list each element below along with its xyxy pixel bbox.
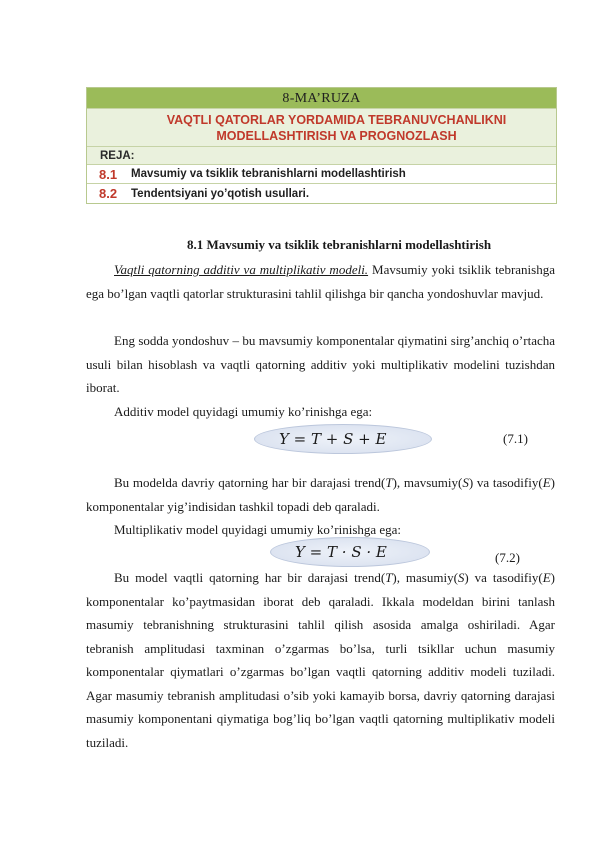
paragraph-4 [86,471,555,518]
text-run: ) komponentalar ko’paytmasidan iborat deb qaraladi. Ikkala modeldan birini tanlash masumiy tebranishning strukturasini tahlil qilish asosida amalga oshiriladi. Agar tebranish amplitudasi taxminan o’zgarmas bo’lsa, turli tsikllar uchun masumiy komponentalar qiymatlari o’zgarmas bo’lgan vaqtli qatorning additiv modeli tuziladi. Agar masumiy tebranish amplitudasi o’sib yoki kamayib borsa, davriy qatorning darajasi masumiy komponentani qiymatiga bog’liq bo’lgan vaqtli qatorning multiplikativ modeli tuziladi. [86,570,555,750]
topic-link[interactable]: Vaqtli qatorning additiv va multiplikativ modeli. [114,262,369,277]
text-run: ) komponentalar yig’indisidan tashkil topadi deb qaraladi. [86,475,555,514]
plan-item-number: 8.2 [99,186,118,201]
formula-additive: Y = T + S + E [254,424,432,454]
text-run: Bu model vaqtli qatorning har bir darajasi trend( [114,570,386,585]
paragraph-1-text: Mavsumiy yoki tsiklik tebranishga ega bo’lgan vaqtli qatorlar strukturasini tahlil qilishga bir qancha yondoshuvlar mavjud. [86,262,555,301]
text-run: Bu modelda davriy qatorning har bir darajasi trend( [114,475,386,490]
plan-item [87,184,556,203]
plan-item-text: Mavsumiy va tsiklik tebranishlarni modellashtirish [131,168,406,180]
text-run: ) va tasodifiy( [468,475,543,490]
plan-item-number: 8.1 [99,166,118,182]
lecture-title-line2: MODELLASHTIRISH VA PROGNOZLASH [216,129,457,143]
section-heading: 8.1 Mavsumiy va tsiklik tebranishlarni modellashtirish [186,237,492,252]
lecture-title-line1: VAQTLI QATORLAR YORDAMIDA TEBRANUVCHANLIKNI [166,113,507,127]
paragraph-6 [86,566,555,754]
equation-number-1: (7.1) [503,431,528,446]
var-E: E [542,570,551,585]
text-run: ) va tasodifiy( [464,570,543,585]
lecture-header-table [86,87,557,204]
lecture-number: 8-MA’RUZA [87,88,556,109]
var-S: S [462,475,469,490]
var-E: E [542,475,551,490]
formula-multiplicative: Y = T · S · E [270,537,430,567]
plan-label: REJA: [87,147,556,165]
var-T: T [385,570,393,585]
paragraph-1 [86,258,555,305]
lecture-title [87,109,556,147]
text-run: ), masumiy( [392,570,458,585]
plan-item [87,165,556,184]
equation-number-2: (7.2) [495,550,520,565]
paragraph-3: Additiv model quyidagi umumiy ko’rinishga ega: [114,404,373,419]
var-T: T [385,475,393,490]
paragraph-5: Multiplikativ model quyidagi umumiy ko’rinishga ega: [114,522,402,537]
paragraph-2: Eng sodda yondoshuv – bu mavsumiy komponentalar qiymatini sirg’anchiq o’rtacha usuli bilan hisoblash va vaqtli qatorning additiv yoki multiplikativ modelini tuzishdan iborat. [86,333,555,395]
var-S: S [457,570,465,585]
plan-item-text: Tendentsiyani yo’qotish usullari. [131,187,310,200]
text-run: ), mavsumiy( [392,475,463,490]
